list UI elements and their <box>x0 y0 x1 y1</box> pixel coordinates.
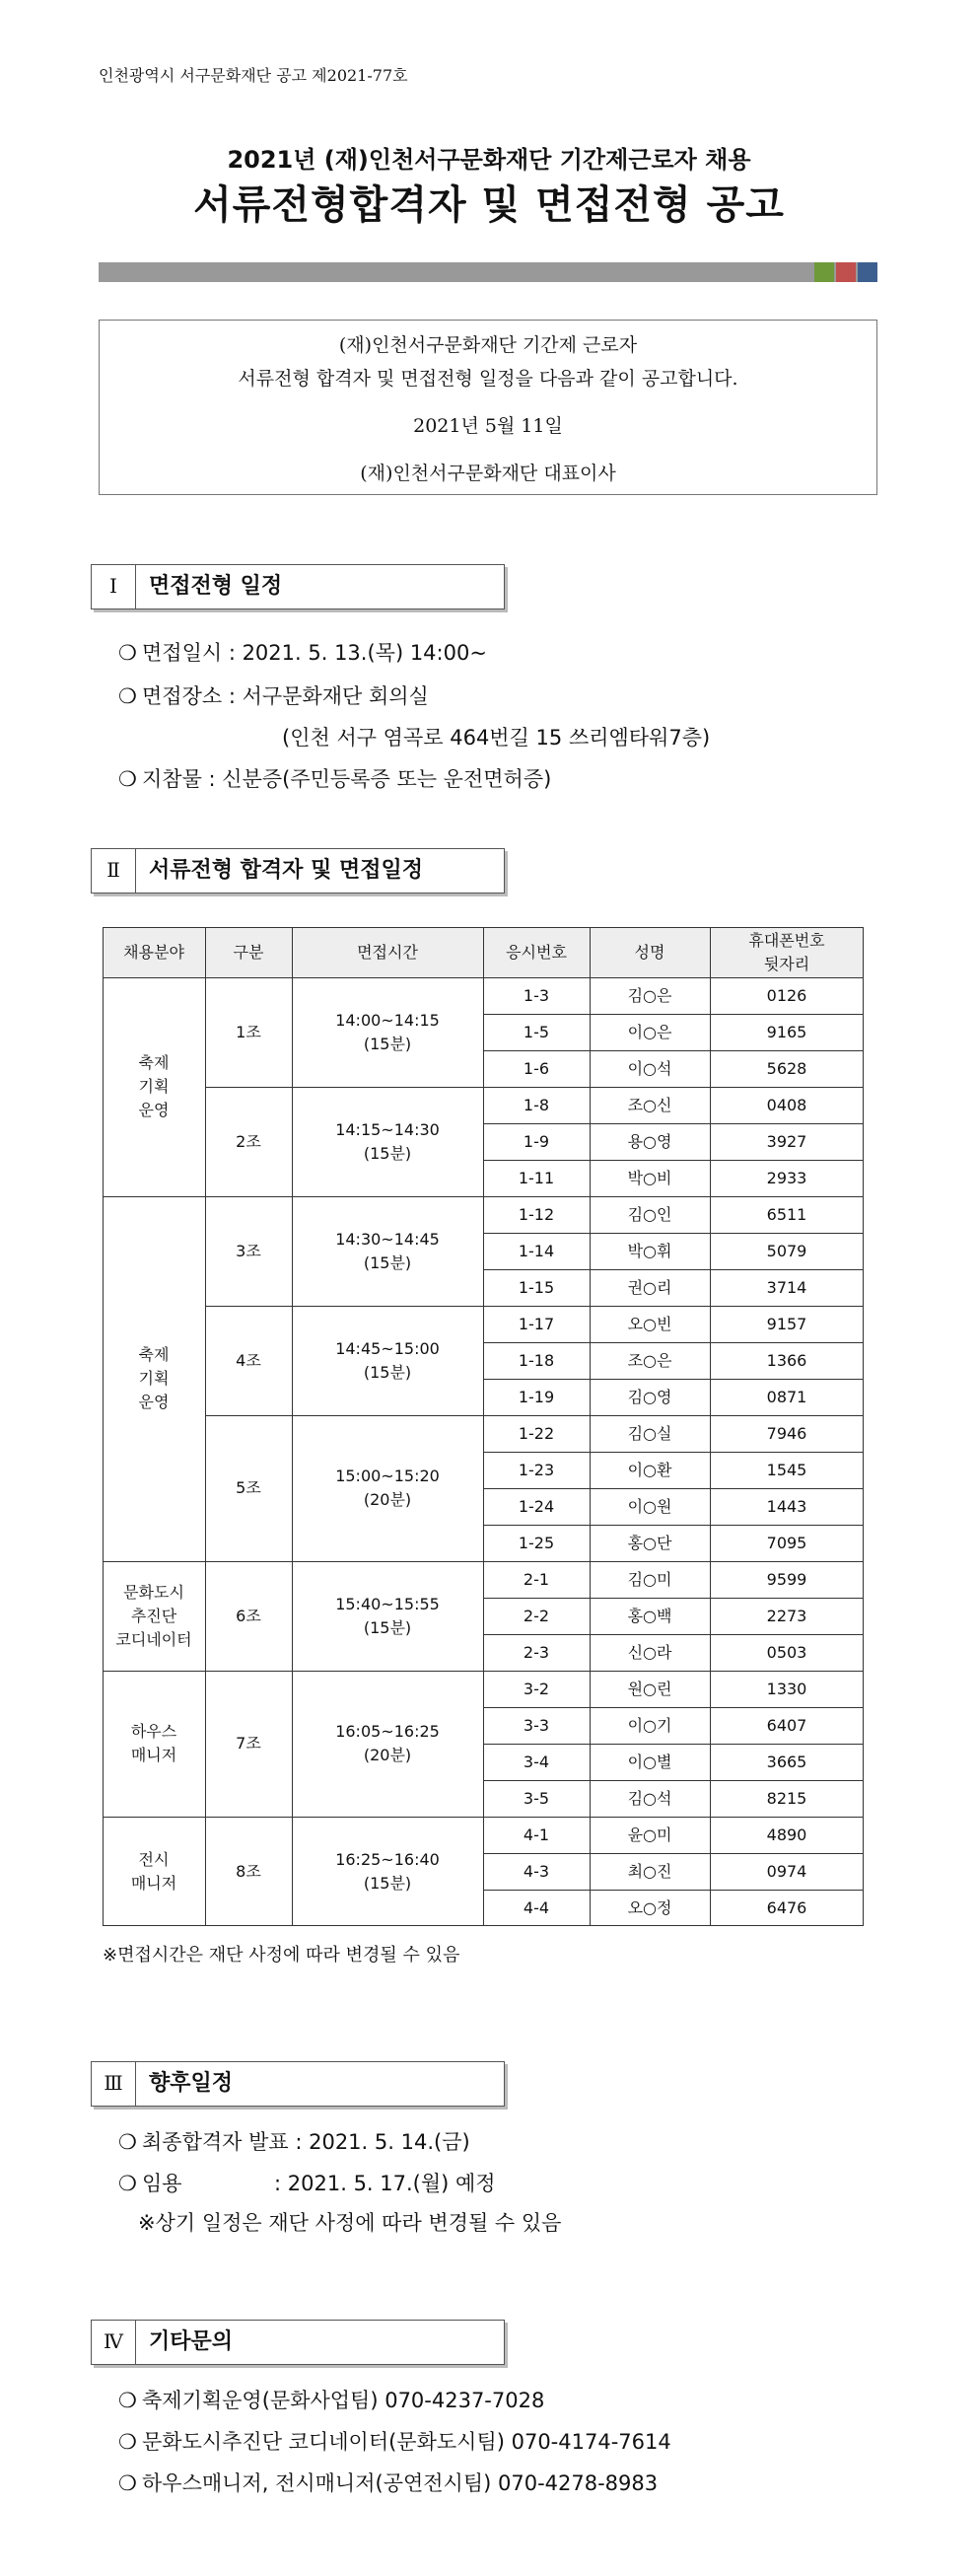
phone-suffix-cell: 6476 <box>766 1897 807 1917</box>
contact-culture-city: ❍ 문화도시추진단 코디네이터(문화도시팀) 070-4174-7614 <box>118 2430 671 2454</box>
phone-suffix-cell: 0503 <box>766 1642 807 1662</box>
section-3-title: 향후일정 <box>149 2071 234 2096</box>
section-1-title: 면접전형 일정 <box>149 574 283 599</box>
divider-accent-green <box>814 262 834 282</box>
document-subtitle: 2021년 (재)인천서구문화재단 기간제근로자 채용 <box>227 146 751 174</box>
group-cell: 8조 <box>236 1861 261 1881</box>
field-cell: 문화도시 추진단 코디네이터 <box>115 1582 192 1649</box>
group-cell: 6조 <box>236 1606 261 1625</box>
applicant-no-cell: 1-11 <box>518 1168 555 1187</box>
applicant-name-cell: 이○원 <box>627 1496 672 1516</box>
phone-suffix-cell: 0126 <box>766 985 807 1005</box>
interview-datetime: ❍ 면접일시 : 2021. 5. 13.(목) 14:00~ <box>118 641 487 665</box>
applicant-no-cell: 2-2 <box>523 1606 550 1625</box>
applicant-no-cell: 1-14 <box>518 1241 555 1260</box>
time-cell: 14:15~14:30 (15분) <box>335 1119 440 1163</box>
applicant-name-cell: 조○은 <box>627 1350 672 1370</box>
group-cell: 3조 <box>236 1241 261 1260</box>
section-4-title: 기타문의 <box>149 2329 234 2354</box>
interview-place: ❍ 면접장소 : 서구문화재단 회의실 <box>118 684 429 708</box>
applicant-no-cell: 1-25 <box>518 1533 555 1552</box>
applicant-no-cell: 3-4 <box>523 1752 550 1771</box>
applicant-no-cell: 1-17 <box>518 1314 555 1333</box>
applicant-name-cell: 최○진 <box>627 1861 672 1881</box>
group-cell: 2조 <box>236 1131 261 1151</box>
divider-accent-red <box>836 262 856 282</box>
interview-items: ❍ 지참물 : 신분증(주민등록증 또는 운전면허증) <box>118 767 552 791</box>
field-cell: 축제 기획 운영 <box>138 1053 170 1119</box>
applicant-name-cell: 박○휘 <box>627 1241 672 1260</box>
applicant-no-cell: 4-4 <box>523 1897 550 1917</box>
field-cell: 전시 매니저 <box>130 1849 177 1893</box>
applicant-no-cell: 2-1 <box>523 1569 550 1589</box>
field-cell: 축제 기획 운영 <box>138 1345 170 1411</box>
applicant-name-cell: 오○정 <box>627 1897 672 1917</box>
notice-reference-number: 인천광역시 서구문화재단 공고 제2021-77호 <box>99 66 408 85</box>
header-applicant-no: 응시번호 <box>506 942 567 962</box>
applicant-name-cell: 김○영 <box>627 1387 672 1406</box>
time-cell: 15:40~15:55 (15분) <box>335 1594 440 1637</box>
applicant-name-cell: 홍○단 <box>627 1533 672 1552</box>
time-cell: 16:05~16:25 (20분) <box>335 1722 440 1764</box>
phone-suffix-cell: 6511 <box>766 1204 807 1224</box>
phone-suffix-cell: 7946 <box>766 1423 807 1443</box>
applicant-name-cell: 이○별 <box>627 1752 672 1771</box>
applicant-name-cell: 원○린 <box>627 1679 672 1698</box>
section-3-number: Ⅲ <box>92 2062 136 2106</box>
phone-suffix-cell: 1545 <box>766 1460 807 1479</box>
phone-suffix-cell: 1443 <box>766 1496 807 1516</box>
phone-suffix-cell: 3927 <box>766 1131 807 1151</box>
applicant-no-cell: 4-1 <box>523 1825 550 1844</box>
applicant-no-cell: 1-12 <box>518 1204 555 1224</box>
applicant-name-cell: 신○라 <box>627 1642 672 1662</box>
phone-suffix-cell: 9157 <box>766 1314 807 1333</box>
schedule-note: ※상기 일정은 재단 사정에 따라 변경될 수 있음 <box>138 2211 562 2235</box>
applicant-no-cell: 3-2 <box>523 1679 550 1698</box>
section-2-number: Ⅱ <box>92 849 136 893</box>
section-1-heading <box>91 564 505 609</box>
bullet-icon: ❍ <box>118 767 137 791</box>
phone-suffix-cell: 3665 <box>766 1752 807 1771</box>
header-field: 채용분야 <box>123 942 184 962</box>
document-title: 서류전형합격자 및 면접전형 공고 <box>193 182 785 228</box>
phone-suffix-cell: 9165 <box>766 1022 807 1041</box>
header-group: 구분 <box>233 942 264 962</box>
time-cell: 16:25~16:40 (15분) <box>335 1849 440 1893</box>
notice-line-2: 서류전형 합격자 및 면접전형 일정을 다음과 같이 공고합니다. <box>238 368 738 390</box>
phone-suffix-cell: 2933 <box>766 1168 807 1187</box>
applicant-no-cell: 1-23 <box>518 1460 555 1479</box>
contact-festival: ❍ 축제기획운영(문화사업팀) 070-4237-7028 <box>118 2389 545 2412</box>
time-cell: 14:30~14:45 (15분) <box>335 1229 440 1272</box>
notice-box <box>99 320 877 495</box>
applicant-name-cell: 김○인 <box>627 1204 672 1224</box>
bullet-icon: ❍ <box>118 641 137 665</box>
applicant-no-cell: 1-24 <box>518 1496 555 1516</box>
notice-date: 2021년 5월 11일 <box>413 415 563 437</box>
applicant-name-cell: 김○은 <box>627 985 672 1005</box>
phone-suffix-cell: 3714 <box>766 1277 807 1297</box>
applicant-no-cell: 1-15 <box>518 1277 555 1297</box>
section-3-heading <box>91 2061 505 2107</box>
phone-suffix-cell: 0974 <box>766 1861 807 1881</box>
applicant-name-cell: 권○리 <box>627 1277 672 1297</box>
applicant-name-cell: 오○빈 <box>627 1314 672 1333</box>
applicant-no-cell: 1-18 <box>518 1350 555 1370</box>
section-4-heading <box>91 2320 505 2365</box>
phone-suffix-cell: 8215 <box>766 1788 807 1808</box>
table-note: ※면접시간은 재단 사정에 따라 변경될 수 있음 <box>103 1945 460 1966</box>
schedule-appointment: ❍ 임용 : 2021. 5. 17.(월) 예정 <box>118 2172 496 2195</box>
applicant-no-cell: 2-3 <box>523 1642 550 1662</box>
header-name: 성명 <box>634 942 665 962</box>
applicant-name-cell: 홍○백 <box>627 1606 672 1625</box>
applicant-no-cell: 1-5 <box>523 1022 550 1041</box>
applicant-no-cell: 1-8 <box>523 1095 550 1114</box>
group-cell: 4조 <box>236 1350 261 1370</box>
applicant-name-cell: 용○영 <box>627 1131 672 1151</box>
applicant-no-cell: 4-3 <box>523 1861 550 1881</box>
group-cell: 1조 <box>236 1022 261 1041</box>
applicant-no-cell: 1-6 <box>523 1058 550 1078</box>
section-4-number: Ⅳ <box>92 2321 136 2364</box>
applicant-name-cell: 이○기 <box>627 1715 672 1735</box>
time-cell: 15:00~15:20 (20분) <box>335 1467 440 1509</box>
phone-suffix-cell: 1330 <box>766 1679 807 1698</box>
phone-suffix-cell: 0871 <box>766 1387 807 1406</box>
phone-suffix-cell: 9599 <box>766 1569 807 1589</box>
applicant-no-cell: 1-22 <box>518 1423 555 1443</box>
bullet-icon: ❍ <box>118 2430 137 2454</box>
phone-suffix-cell: 7095 <box>766 1533 807 1552</box>
applicant-no-cell: 1-9 <box>523 1131 550 1151</box>
applicant-name-cell: 김○석 <box>627 1788 672 1808</box>
section-1-number: Ⅰ <box>92 565 136 608</box>
applicant-name-cell: 윤○미 <box>627 1825 672 1844</box>
phone-suffix-cell: 4890 <box>766 1825 807 1844</box>
applicant-name-cell: 이○석 <box>627 1058 672 1078</box>
bullet-icon: ❍ <box>118 684 137 708</box>
field-cell: 하우스 매니저 <box>130 1722 177 1764</box>
divider-accent-blue <box>858 262 877 282</box>
header-phone: 휴대폰번호 뒷자리 <box>748 930 825 973</box>
time-cell: 14:00~14:15 (15분) <box>335 1010 440 1053</box>
notice-line-1: (재)인천서구문화재단 기간제 근로자 <box>338 334 638 356</box>
phone-suffix-cell: 2273 <box>766 1606 807 1625</box>
schedule-final-announcement: ❍ 최종합격자 발표 : 2021. 5. 14.(금) <box>118 2130 470 2154</box>
group-cell: 5조 <box>236 1478 261 1497</box>
header-time: 면접시간 <box>357 942 418 962</box>
time-cell: 14:45~15:00 (15분) <box>335 1338 440 1382</box>
group-cell: 7조 <box>236 1734 261 1753</box>
applicant-name-cell: 박○비 <box>627 1168 672 1187</box>
applicant-name-cell: 이○은 <box>627 1022 672 1041</box>
interview-address: (인천 서구 염곡로 464번길 15 쓰리엠타워7층) <box>282 726 711 750</box>
applicant-no-cell: 1-19 <box>518 1387 555 1406</box>
bullet-icon: ❍ <box>118 2130 137 2154</box>
applicant-no-cell: 1-3 <box>523 985 550 1005</box>
section-2-heading <box>91 848 505 894</box>
phone-suffix-cell: 6407 <box>766 1715 807 1735</box>
contact-house-exhibition: ❍ 하우스매니저, 전시매니저(공연전시팀) 070-4278-8983 <box>118 2471 659 2495</box>
notice-issuer: (재)인천서구문화재단 대표이사 <box>360 463 616 484</box>
applicant-no-cell: 3-5 <box>523 1788 550 1808</box>
applicant-name-cell: 이○환 <box>627 1460 672 1479</box>
applicant-schedule-table <box>103 927 864 1930</box>
applicant-name-cell: 김○미 <box>627 1569 672 1589</box>
phone-suffix-cell: 0408 <box>766 1095 807 1114</box>
bullet-icon: ❍ <box>118 2389 137 2412</box>
bullet-icon: ❍ <box>118 2172 137 2195</box>
applicant-name-cell: 김○실 <box>627 1423 672 1443</box>
section-2-title: 서류전형 합격자 및 면접일정 <box>149 858 424 883</box>
phone-suffix-cell: 5079 <box>766 1241 807 1260</box>
title-divider-bar <box>99 262 877 282</box>
phone-suffix-cell: 1366 <box>766 1350 807 1370</box>
phone-suffix-cell: 5628 <box>766 1058 807 1078</box>
applicant-no-cell: 3-3 <box>523 1715 550 1735</box>
applicant-name-cell: 조○신 <box>627 1095 672 1114</box>
bullet-icon: ❍ <box>118 2471 137 2495</box>
